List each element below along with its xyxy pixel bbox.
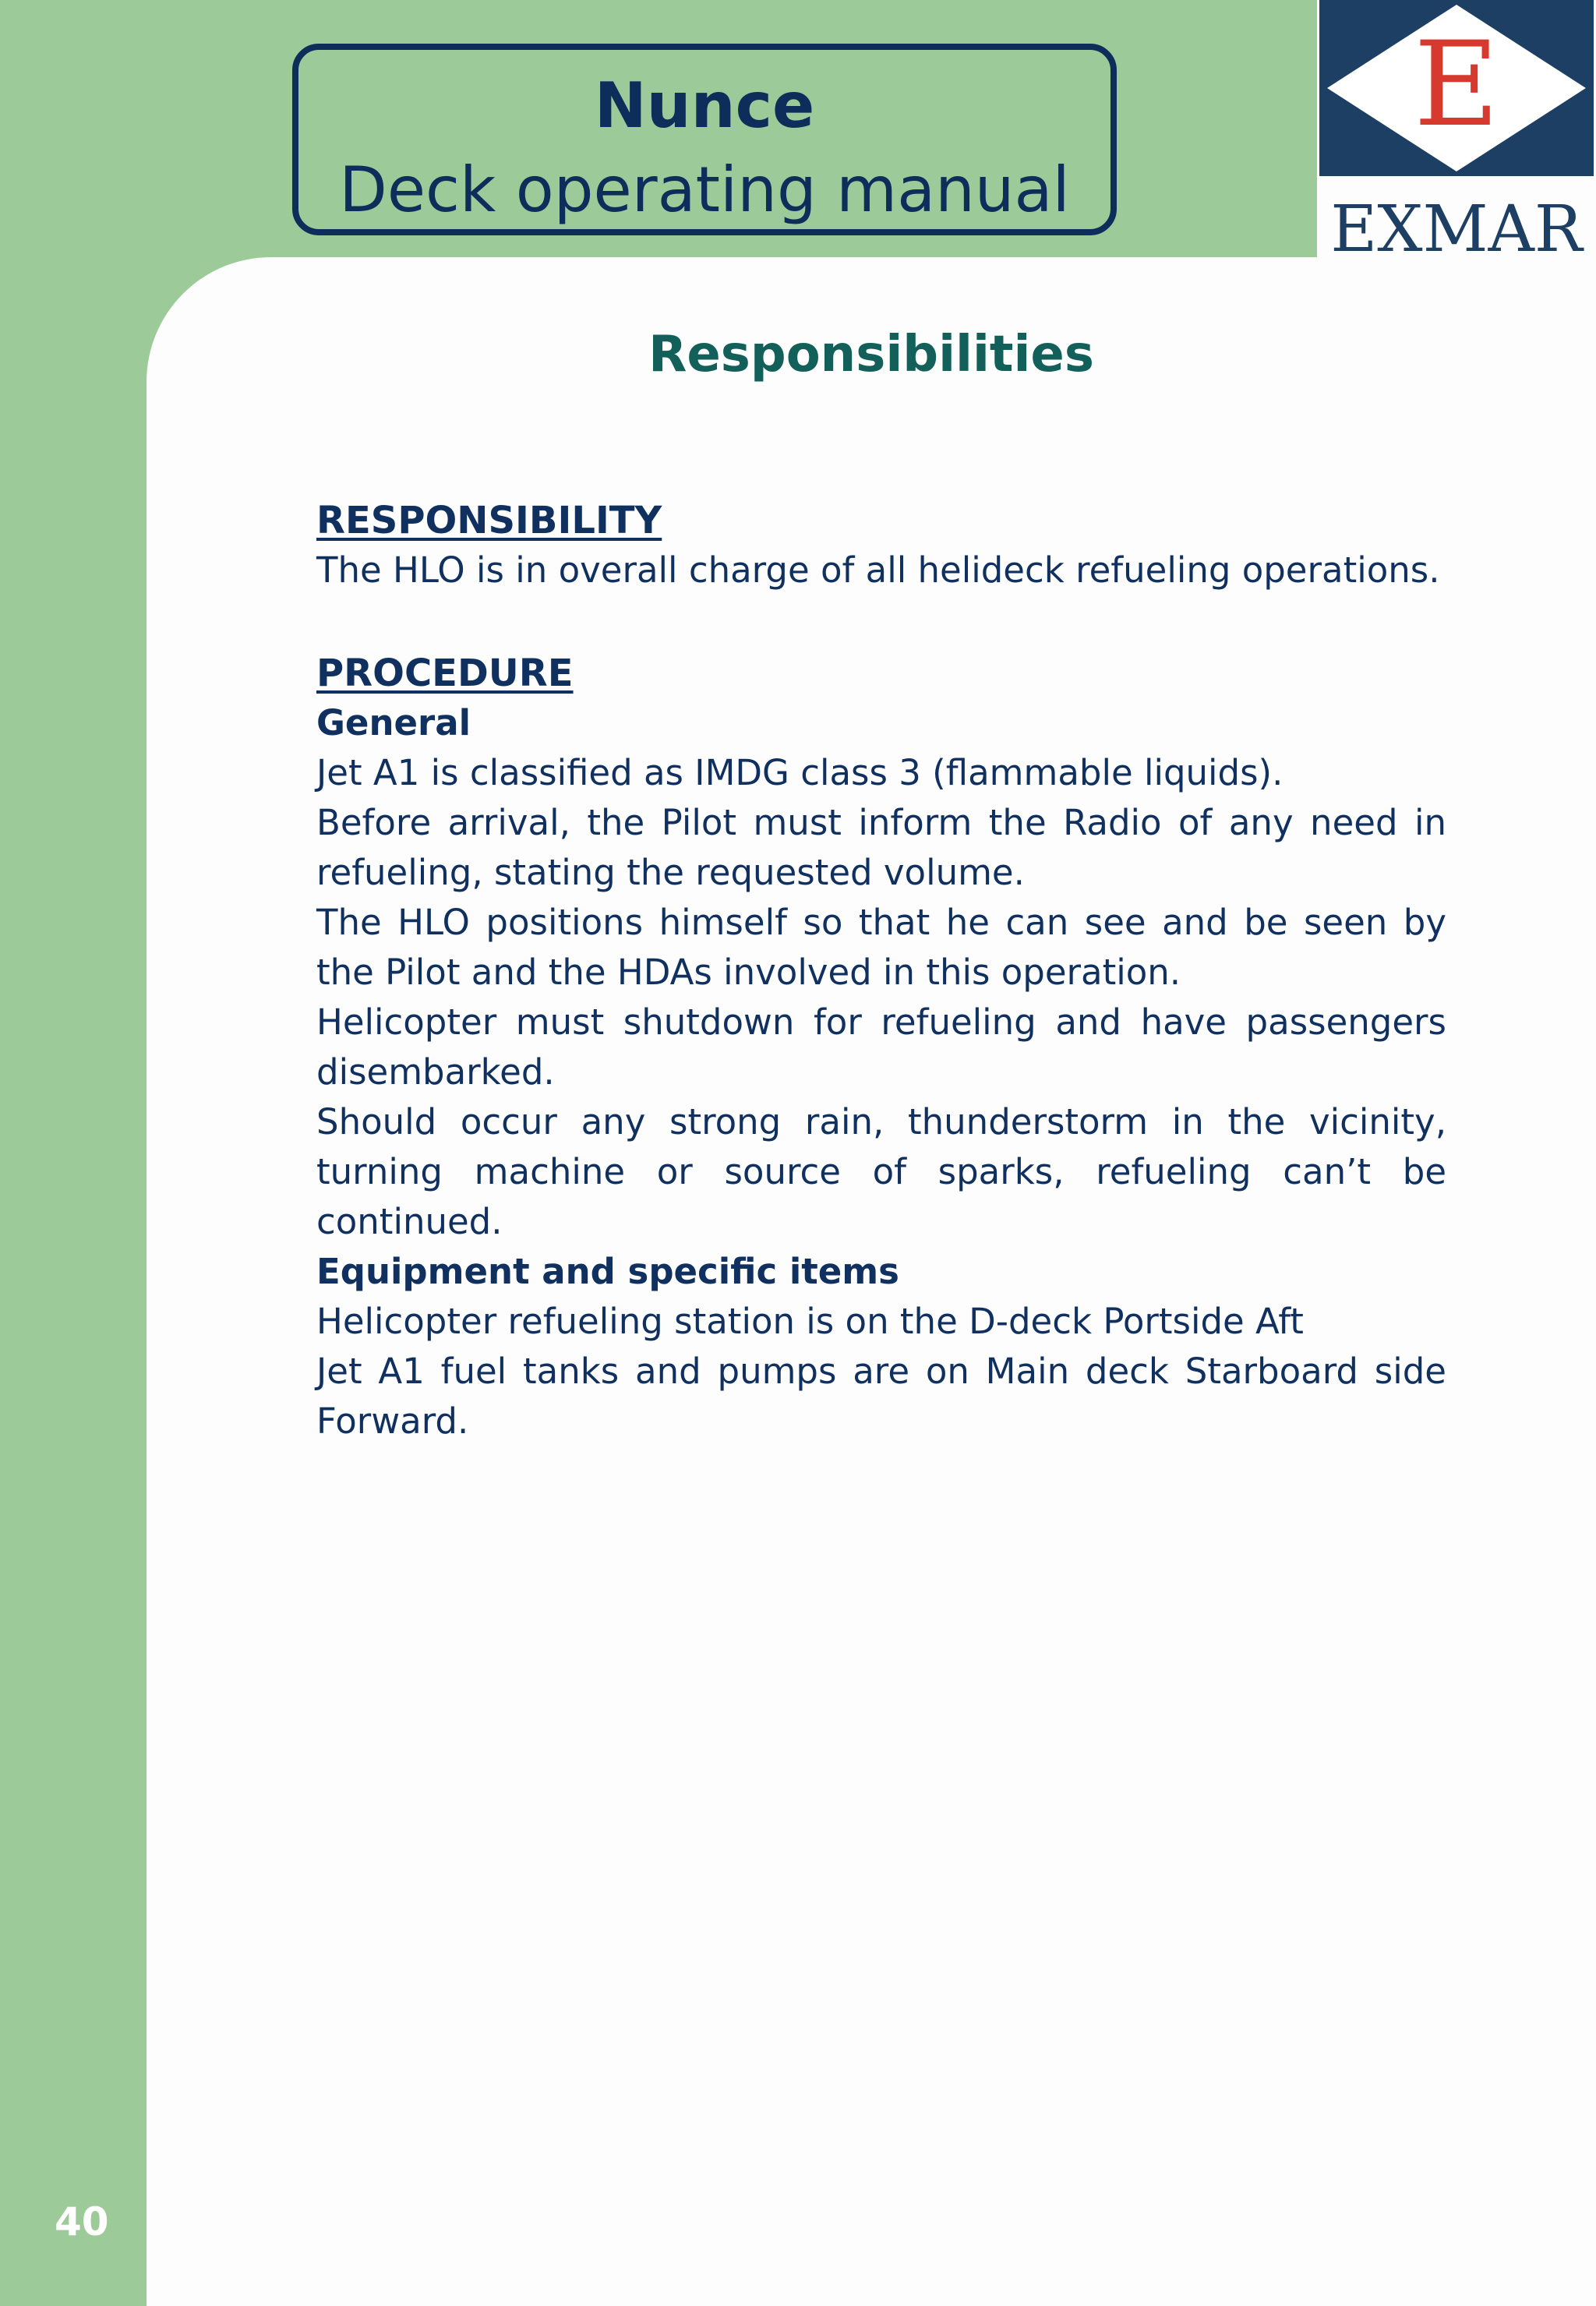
manual-title: Deck operating manual bbox=[339, 154, 1070, 226]
general-paragraph: Should occur any strong rain, thunderstorm in the vicinity, turning machine or source of sparks, refueling can’t be continued. bbox=[316, 1101, 1446, 1242]
exmar-logo bbox=[1317, 0, 1596, 265]
equipment-subheading: Equipment and specific items bbox=[316, 1251, 899, 1292]
logo-wordmark: EXMAR bbox=[1330, 192, 1583, 267]
general-paragraph: Before arrival, the Pilot must inform the Radio of any need in refueling, stating the requested volume. bbox=[316, 802, 1446, 893]
vessel-name: Nunce bbox=[594, 69, 815, 142]
responsibility-text: The HLO is in overall charge of all helideck refueling operations. bbox=[316, 549, 1440, 591]
page-number: 40 bbox=[55, 2199, 109, 2244]
equipment-paragraph: Jet A1 fuel tanks and pumps are on Main deck Starboard side Forward. bbox=[316, 1351, 1446, 1442]
logo-letter: E bbox=[1414, 17, 1499, 153]
logo-diamond-emblem bbox=[1319, 0, 1594, 176]
equipment-paragraph: Helicopter refueling station is on the D-deck Portside Aft bbox=[316, 1301, 1304, 1342]
manual-title-box bbox=[292, 44, 1117, 235]
general-subheading: General bbox=[316, 702, 471, 743]
responsibility-heading: RESPONSIBILITY bbox=[316, 499, 662, 542]
procedure-heading: PROCEDURE bbox=[316, 652, 574, 695]
general-paragraph: Jet A1 is classified as IMDG class 3 (flammable liquids). bbox=[316, 752, 1284, 793]
document-body bbox=[316, 496, 1446, 1446]
general-paragraph: The HLO positions himself so that he can see and be seen by the Pilot and the HDAs involved in this operation. bbox=[316, 902, 1446, 993]
spacer bbox=[316, 595, 1446, 648]
general-paragraph: Helicopter must shutdown for refueling and have passengers disembarked. bbox=[316, 1001, 1446, 1093]
section-heading: Responsibilities bbox=[648, 326, 1094, 383]
